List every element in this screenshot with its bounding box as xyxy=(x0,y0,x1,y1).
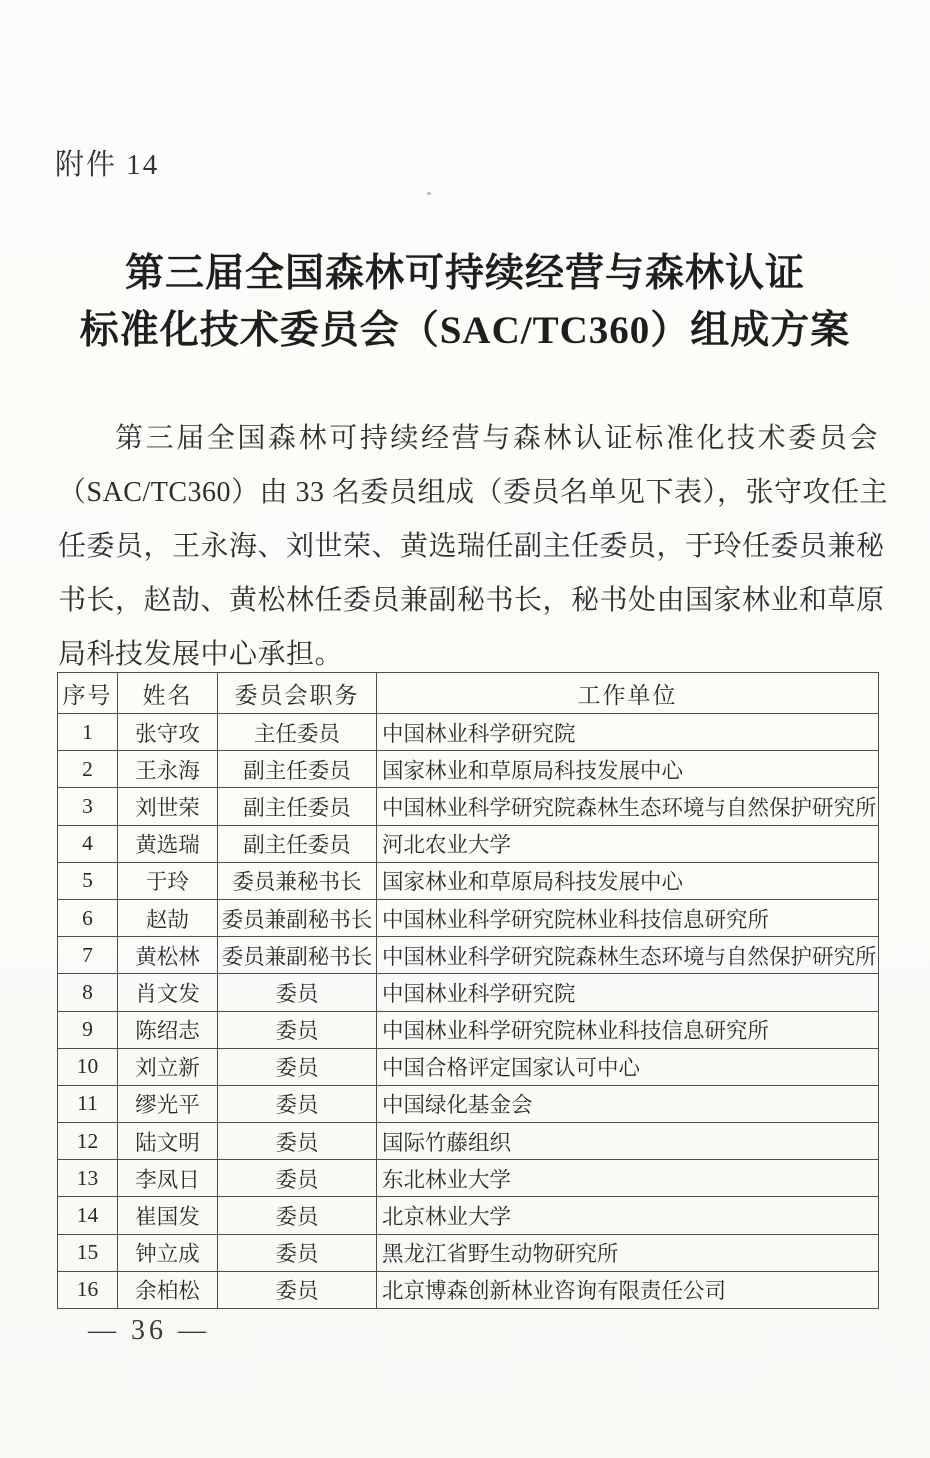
name-cell: 黄松林 xyxy=(118,937,218,974)
serial-cell: 8 xyxy=(58,974,118,1011)
paragraph-line: 第三届全国森林可持续经营与森林认证标准化技术委员会 xyxy=(115,423,878,454)
post-cell: 委员 xyxy=(218,1197,377,1234)
document-title-line2: 标准化技术委员会（SAC/TC360）组成方案 xyxy=(79,309,851,352)
serial-cell: 15 xyxy=(58,1234,118,1271)
org-cell: 中国合格评定国家认可中心 xyxy=(377,1048,879,1085)
org-cell: 黑龙江省野生动物研究所 xyxy=(377,1234,879,1271)
post-cell: 委员兼副秘书长 xyxy=(218,899,377,936)
name-cell: 陈绍志 xyxy=(118,1011,218,1048)
org-cell: 北京博森创新林业咨询有限责任公司 xyxy=(377,1271,879,1308)
serial-cell: 11 xyxy=(58,1085,118,1122)
org-cell: 中国林业科学研究院森林生态环境与自然保护研究所 xyxy=(377,937,879,974)
table-row xyxy=(58,1085,879,1122)
org-cell: 国际竹藤组织 xyxy=(377,1123,879,1160)
table-row xyxy=(58,974,879,1011)
table-row xyxy=(58,788,879,825)
table-row xyxy=(58,1197,879,1234)
committee-table xyxy=(57,672,879,1309)
org-cell: 中国林业科学研究院 xyxy=(377,974,879,1011)
post-cell: 委员 xyxy=(218,1234,377,1271)
table-row xyxy=(58,937,879,974)
name-cell: 张守攻 xyxy=(118,714,218,751)
post-cell: 副主任委员 xyxy=(218,751,377,788)
table-row xyxy=(58,1123,879,1160)
serial-cell: 1 xyxy=(58,714,118,751)
table-row xyxy=(58,714,879,751)
table-header-cell: 序号 xyxy=(58,673,118,714)
serial-cell: 14 xyxy=(58,1197,118,1234)
serial-cell: 3 xyxy=(58,788,118,825)
serial-cell: 10 xyxy=(58,1048,118,1085)
org-cell: 中国林业科学研究院 xyxy=(377,714,879,751)
paragraph-line: 任委员，王永海、刘世荣、黄选瑞任副主任委员，于玲任委员兼秘 xyxy=(58,531,885,562)
document-title xyxy=(0,245,930,359)
paragraph-line: 书长，赵劼、黄松林任委员兼副秘书长，秘书处由国家林业和草原 xyxy=(58,585,885,616)
serial-cell: 6 xyxy=(58,899,118,936)
table-row xyxy=(58,862,879,899)
serial-cell: 4 xyxy=(58,825,118,862)
table-row xyxy=(58,1234,879,1271)
serial-cell: 9 xyxy=(58,1011,118,1048)
name-cell: 刘立新 xyxy=(118,1048,218,1085)
table-row xyxy=(58,1160,879,1197)
table-row xyxy=(58,825,879,862)
org-cell: 国家林业和草原局科技发展中心 xyxy=(377,751,879,788)
serial-cell: 2 xyxy=(58,751,118,788)
document-title-line1: 第三届全国森林可持续经营与森林认证 xyxy=(124,252,805,295)
serial-cell: 5 xyxy=(58,862,118,899)
org-cell: 中国林业科学研究院林业科技信息研究所 xyxy=(377,899,879,936)
post-cell: 委员兼秘书长 xyxy=(218,862,377,899)
post-cell: 委员 xyxy=(218,1123,377,1160)
name-cell: 崔国发 xyxy=(118,1197,218,1234)
post-cell: 委员 xyxy=(218,974,377,1011)
org-cell: 河北农业大学 xyxy=(377,825,879,862)
post-cell: 委员兼副秘书长 xyxy=(218,937,377,974)
table-row xyxy=(58,1011,879,1048)
serial-cell: 7 xyxy=(58,937,118,974)
post-cell: 委员 xyxy=(218,1085,377,1122)
post-cell: 委员 xyxy=(218,1011,377,1048)
post-cell: 副主任委员 xyxy=(218,788,377,825)
paragraph-line: （SAC/TC360）由 33 名委员组成（委员名单见下表），张守攻任主 xyxy=(58,477,889,508)
name-cell: 黄选瑞 xyxy=(118,825,218,862)
table-header-cell: 委员会职务 xyxy=(218,673,377,714)
table-row xyxy=(58,899,879,936)
post-cell: 副主任委员 xyxy=(218,825,377,862)
org-cell: 国家林业和草原局科技发展中心 xyxy=(377,862,879,899)
table-row xyxy=(58,751,879,788)
table-row xyxy=(58,1271,879,1308)
committee-table-body xyxy=(58,714,879,1309)
committee-table-header xyxy=(58,673,879,714)
name-cell: 李凤日 xyxy=(118,1160,218,1197)
name-cell: 缪光平 xyxy=(118,1085,218,1122)
org-cell: 中国林业科学研究院林业科技信息研究所 xyxy=(377,1011,879,1048)
scan-speck xyxy=(427,192,431,195)
table-header-row xyxy=(58,673,879,714)
org-cell: 北京林业大学 xyxy=(377,1197,879,1234)
serial-cell: 16 xyxy=(58,1271,118,1308)
name-cell: 赵劼 xyxy=(118,899,218,936)
post-cell: 主任委员 xyxy=(218,714,377,751)
name-cell: 刘世荣 xyxy=(118,788,218,825)
paragraph-line: 局科技发展中心承担。 xyxy=(58,639,344,670)
name-cell: 于玲 xyxy=(118,862,218,899)
name-cell: 余柏松 xyxy=(118,1271,218,1308)
table-header-cell: 姓名 xyxy=(118,673,218,714)
post-cell: 委员 xyxy=(218,1271,377,1308)
post-cell: 委员 xyxy=(218,1160,377,1197)
org-cell: 中国林业科学研究院森林生态环境与自然保护研究所 xyxy=(377,788,879,825)
org-cell: 东北林业大学 xyxy=(377,1160,879,1197)
name-cell: 肖文发 xyxy=(118,974,218,1011)
post-cell: 委员 xyxy=(218,1048,377,1085)
name-cell: 钟立成 xyxy=(118,1234,218,1271)
org-cell: 中国绿化基金会 xyxy=(377,1085,879,1122)
name-cell: 王永海 xyxy=(118,751,218,788)
table-row xyxy=(58,1048,879,1085)
serial-cell: 13 xyxy=(58,1160,118,1197)
intro-paragraph xyxy=(58,412,889,682)
attachment-label: 附件 14 xyxy=(55,149,160,181)
page-number: — 36 — xyxy=(88,1315,210,1346)
table-header-cell: 工作单位 xyxy=(377,673,879,714)
serial-cell: 12 xyxy=(58,1123,118,1160)
name-cell: 陆文明 xyxy=(118,1123,218,1160)
